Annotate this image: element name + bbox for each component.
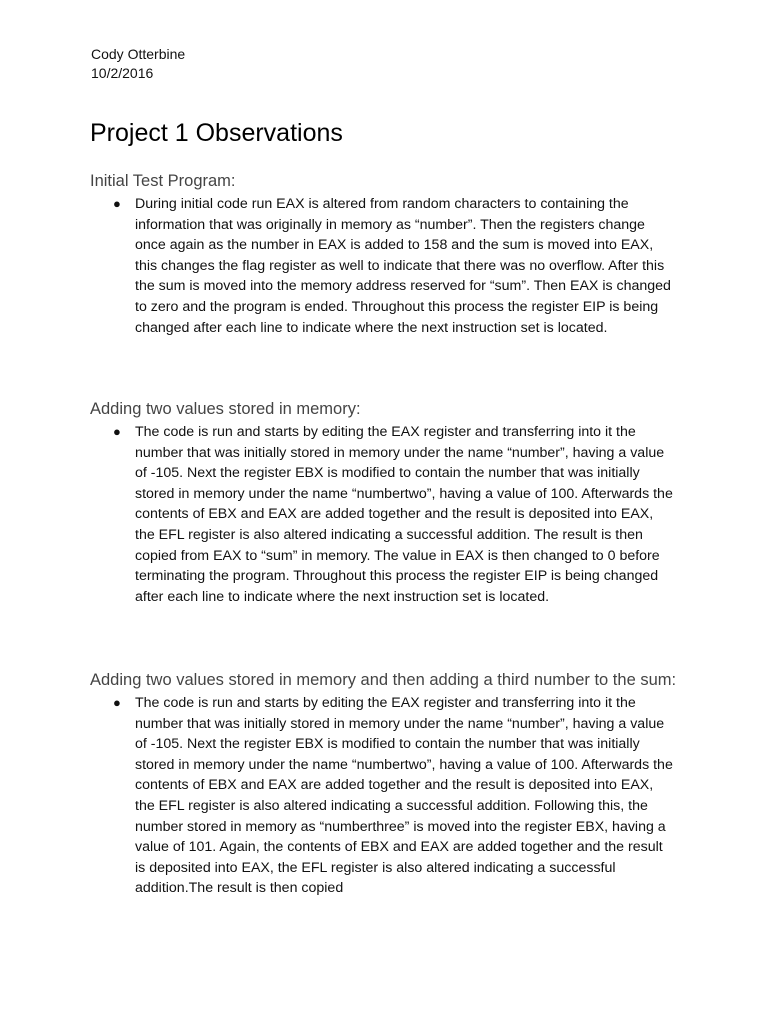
bullet-icon: ●: [113, 695, 121, 710]
bullet-text: During initial code run EAX is altered from random characters to containing the information that was originally in memory as “number”. Then the registers change once again as the number in EAX is added to 158 and the sum is moved into EAX, this changes the flag register as well to indicate that there was no overflow. After this the sum is moved into the memory address reserved for “sum”. Then EAX is changed to zero and the program is ended. Throughout this process the register EIP is being changed after each line to indicate where the next instruction set is located.: [135, 196, 671, 336]
bullet-text: The code is run and starts by editing the EAX register and transferring into it the number that was initially stored in memory under the name “number”, having a value of -105. Next the register EBX is modified to contain the number that was initially stored in memory under the name “numbertwo”, having a value of 100. Afterwards the contents of EBX and EAX are added together and the result is deposited into EAX, the EFL register is also altered indicating a successful addition. Following this, the number stored in memory as “numberthree” is moved into the register EBX, having a value of 101. Again, the contents of EBX and EAX are added together and the result is deposited into EAX, the EFL register is also altered indicating a successful addition.The result is then copied: [135, 695, 673, 897]
page-title: Project 1 Observations: [90, 119, 343, 147]
section-adding-two-values: [90, 399, 690, 607]
bullet-list: [90, 194, 690, 338]
list-item: [90, 422, 675, 607]
section-heading: Initial Test Program:: [90, 172, 236, 190]
bullet-list: [90, 422, 690, 607]
author-name: Cody Otterbine: [91, 46, 186, 62]
document-date: 10/2/2016: [91, 65, 154, 81]
bullet-icon: ●: [113, 196, 121, 211]
list-item: [90, 194, 675, 338]
bullet-icon: ●: [113, 424, 121, 439]
section-heading: Adding two values stored in memory and then adding a third number to the sum:: [90, 671, 677, 689]
section-adding-third-number: [90, 670, 690, 899]
section-heading: Adding two values stored in memory:: [90, 400, 361, 418]
bullet-list: [90, 693, 690, 899]
section-initial-test-program: [90, 171, 690, 338]
list-item: [90, 693, 675, 899]
bullet-text: The code is run and starts by editing the EAX register and transferring into it the number that was initially stored in memory under the name “number”, having a value of -105. Next the register EBX is modified to contain the number that was initially stored in memory under the name “numbertwo”, having a value of 100. Afterwards the contents of EBX and EAX are added together and the result is deposited into EAX, the EFL register is also altered indicating a successful addition. The result is then copied from EAX to “sum” in memory. The value in EAX is then changed to 0 before terminating the program. Throughout this process the register EIP is being changed after each line to indicate where the next instruction set is located.: [135, 424, 673, 605]
